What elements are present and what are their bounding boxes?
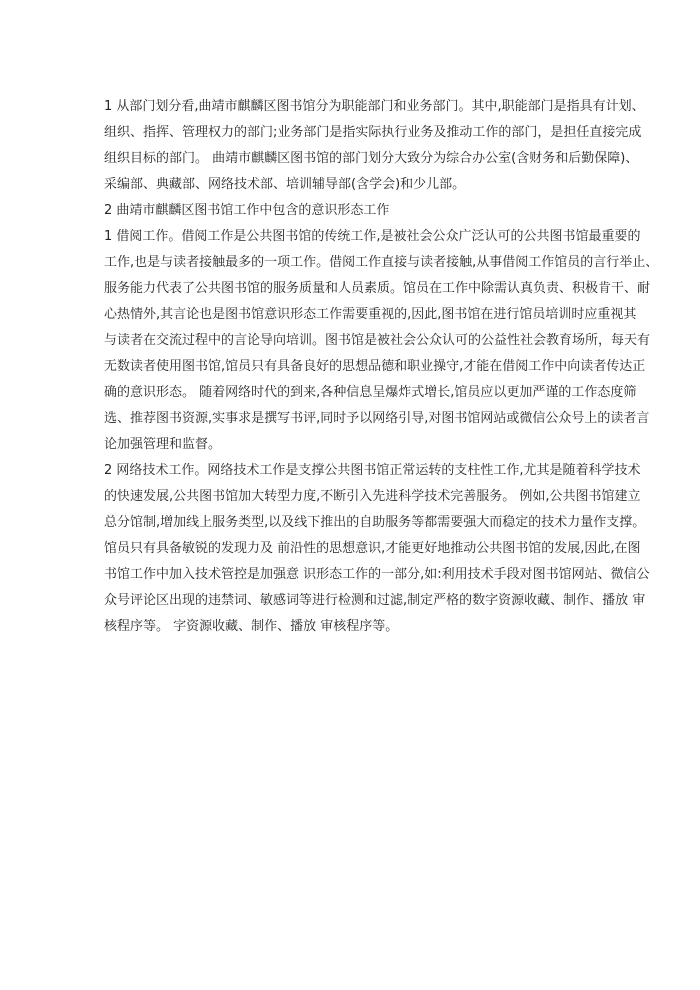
text-line: 采编部、典藏部、网络技术部、培训辅导部(含学会)和少儿部。 xyxy=(104,177,466,192)
text-line: 组织、指挥、管理权力的部门;业务部门是指实际执行业务及推动工作的部门，是担任直接完成 xyxy=(104,125,642,140)
text-line: 总分馆制,增加线上服务类型,以及线下推出的自助服务等都需要强大而稳定的技术力量作支撑。 xyxy=(104,515,646,530)
text-line: 馆员只有具备敏锐的发现力及 前沿性的思想意识,才能更好地推动公共图书馆的发展,因此,在图 xyxy=(104,541,641,556)
heading-text: 2 曲靖市麒麟区图书馆工作中包含的意识形态工作 xyxy=(104,203,390,218)
text-line: 确的意识形态。 随着网络时代的到来,各种信息呈爆炸式增长,馆员应以更加严谨的工作态度筛 xyxy=(104,385,637,400)
text-line: 心热情外,其言论也是图书馆意识形态工作需要重视的,因此,图书馆在进行馆员培训时应重视其 xyxy=(104,307,637,322)
text-line: 1 借阅工作。借阅工作是公共图书馆的传统工作,是被社会公众广泛认可的公共图书馆最重要的 xyxy=(104,229,641,244)
text-line: 与读者在交流过程中的言论导向培训。图书馆是被社会公众认可的公益性社会教育场所，每天有 xyxy=(104,333,651,348)
text-line: 核程序等。 字资源收藏、制作、播放 审核程序等。 xyxy=(104,619,399,634)
text-line: 论加强管理和监督。 xyxy=(104,437,222,452)
text-line: 的快速发展,公共图书馆加大转型力度,不断引入先进科学技术完善服务。 例如,公共图书馆建立 xyxy=(104,489,641,504)
text-line: 组织目标的部门。 曲靖市麒麟区图书馆的部门划分大致分为综合办公室(含财务和后勤保障)、 xyxy=(104,151,639,166)
text-line: 1 从部门划分看,曲靖市麒麟区图书馆分为职能部门和业务部门。其中,职能部门是指具有计划、 xyxy=(104,99,645,114)
text-line: 2 网络技术工作。网络技术工作是支撑公共图书馆正常运转的支柱性工作,尤其是随着科学技术 xyxy=(104,463,641,478)
text-line: 众号评论区出现的违禁词、敏感词等进行检测和过滤,制定严格的数字资源收藏、制作、播放 审 xyxy=(104,593,646,608)
text-line: 书馆工作中加入技术管控是加强意 识形态工作的一部分,如:利用技术手段对图书馆网站、微信公 xyxy=(104,567,650,582)
document-body xyxy=(104,94,659,640)
text-line: 服务能力代表了公共图书馆的服务质量和人员素质。馆员在工作中除需认真负责、积极肯干、耐 xyxy=(104,281,651,296)
paragraph-department-division xyxy=(104,94,645,198)
paragraph-lending-work xyxy=(104,224,659,458)
paragraph-network-technology-work xyxy=(104,458,650,640)
section-heading xyxy=(104,198,604,224)
text-line: 工作,也是与读者接触最多的一项工作。借阅工作直接与读者接触,从事借阅工作馆员的言行举止、 xyxy=(104,255,659,270)
text-line: 选、推荐图书资源,实事求是撰写书评,同时予以网络引导,对图书馆网站或微信公众号上的读者言 xyxy=(104,411,650,426)
text-line: 无数读者使用图书馆,馆员只有具备良好的思想品德和职业操守,才能在借阅工作中向读者传达正 xyxy=(104,359,646,374)
